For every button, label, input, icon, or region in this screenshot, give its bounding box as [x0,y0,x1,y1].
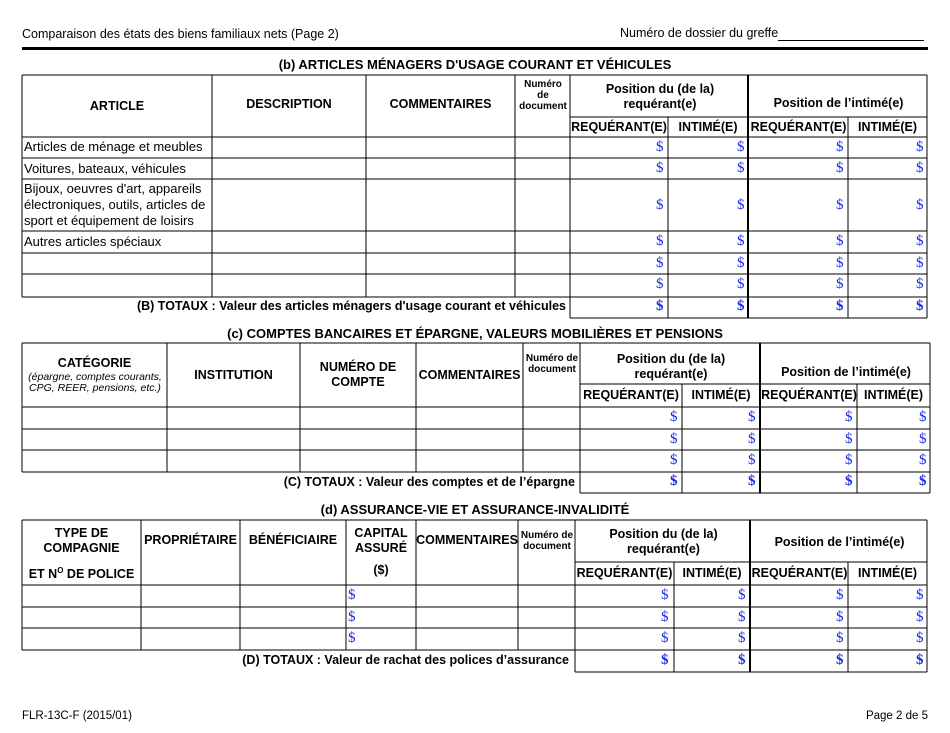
col-respondent-position: Position de l’intimé(e) [781,364,911,379]
amount-field[interactable]: $ [845,452,853,468]
col-respondent-2: INTIMÉ(E) [857,119,918,134]
amount-field[interactable]: $ [836,233,844,249]
col-doc-number: Numéro de document [519,78,567,112]
amount-field[interactable]: $ [656,276,664,292]
policy-prefix: ET N [28,567,58,582]
total-field[interactable]: $ [919,473,927,489]
section-b-title: (b) ARTICLES MÉNAGERS D'USAGE COURANT ET VÉHICULES [278,57,672,72]
col-respondent-position: Position de l’intimé(e) [773,96,904,110]
amount-field[interactable]: $ [916,233,924,249]
col-respondent-1: INTIMÉ(E) [682,566,742,580]
amount-field[interactable]: $ [737,197,745,213]
total-field[interactable]: $ [656,298,664,314]
amount-field[interactable]: $ [836,255,844,271]
capital-field[interactable]: $ [348,630,356,646]
amount-field[interactable]: $ [919,431,927,447]
col-comments: COMMENTAIRES [418,367,521,382]
section-d-title: (d) ASSURANCE-VIE ET ASSURANCE-INVALIDITÉ [320,502,630,517]
col-category-hint: (épargne, comptes courants, CPG, REER, pensions, etc.) [28,371,162,394]
total-field[interactable]: $ [661,652,669,668]
section-c-title: (c) COMPTES BANCAIRES ET ÉPARGNE, VALEURS MOBILIÈRES ET PENSIONS [227,326,723,341]
amount-field[interactable]: $ [916,630,924,646]
col-category: CATÉGORIE [57,356,132,370]
amount-field[interactable]: $ [670,409,678,425]
total-field[interactable]: $ [836,652,844,668]
amount-field[interactable]: $ [916,139,924,155]
amount-field[interactable]: $ [661,609,669,625]
amount-field[interactable]: $ [656,255,664,271]
policy-suffix: DE POLICE [63,567,135,582]
amount-field[interactable]: $ [919,409,927,425]
amount-field[interactable]: $ [916,197,924,213]
col-doc-number: Numéro de document [525,353,579,375]
col-description: DESCRIPTION [246,97,332,111]
col-doc-number: Numéro de document [520,530,574,552]
col-applicant-position: Position du (de la) requérant(e) [609,527,718,556]
capital-field[interactable]: $ [348,609,356,625]
col-owner: PROPRIÉTAIRE [144,533,237,547]
col-policy-number [22,563,141,582]
amount-field[interactable]: $ [670,452,678,468]
amount-field[interactable]: $ [656,139,664,155]
amount-field[interactable]: $ [737,276,745,292]
col-applicant-1: REQUÉRANT(E) [571,119,667,134]
row-label: Bijoux, oeuvres d'art, appareils électroniques, outils, articles de sport et équipement de loisirs [24,181,206,228]
capital-field[interactable]: $ [348,587,356,603]
total-field[interactable]: $ [916,652,924,668]
col-comments: COMMENTAIRES [389,97,492,111]
col-respondent-1: INTIMÉ(E) [691,388,751,402]
col-insured-capital: CAPITAL ASSURÉ [354,526,408,555]
file-number-label: Numéro de dossier du greffe [620,26,779,40]
amount-field[interactable]: $ [661,587,669,603]
col-applicant-1: REQUÉRANT(E) [583,388,679,402]
row-label: Autres articles spéciaux [24,234,162,249]
amount-field[interactable]: $ [836,587,844,603]
amount-field[interactable]: $ [748,452,756,468]
amount-field[interactable]: $ [748,431,756,447]
col-respondent-position: Position de l’intimé(e) [774,534,905,549]
amount-field[interactable]: $ [656,233,664,249]
col-respondent-1: INTIMÉ(E) [678,119,738,134]
col-applicant-1: REQUÉRANT(E) [576,566,673,580]
amount-field[interactable]: $ [737,255,745,271]
amount-field[interactable]: $ [738,587,746,603]
total-field[interactable]: $ [737,298,745,314]
amount-field[interactable]: $ [919,452,927,468]
col-applicant-2: REQUÉRANT(E) [761,388,857,402]
amount-field[interactable]: $ [845,409,853,425]
amount-field[interactable]: $ [836,276,844,292]
amount-field[interactable]: $ [836,139,844,155]
total-field[interactable]: $ [670,473,678,489]
amount-field[interactable]: $ [836,609,844,625]
col-applicant-position: Position du (de la) requérant(e) [605,82,715,111]
amount-field[interactable]: $ [656,160,664,176]
col-respondent-2: INTIMÉ(E) [857,566,918,580]
col-applicant-2: REQUÉRANT(E) [751,566,848,580]
row-label: Voitures, bateaux, véhicules [24,161,186,176]
form-title: Comparaison des états des biens familiaux nets (Page 2) [22,27,339,41]
amount-field[interactable]: $ [737,139,745,155]
total-field[interactable]: $ [738,652,746,668]
col-beneficiary: BÉNÉFICIAIRE [248,533,338,547]
total-field[interactable]: $ [836,298,844,314]
amount-field[interactable]: $ [670,431,678,447]
col-article: ARTICLE [89,98,145,113]
amount-field[interactable]: $ [661,630,669,646]
amount-field[interactable]: $ [737,233,745,249]
total-field[interactable]: $ [916,298,924,314]
amount-field[interactable]: $ [738,609,746,625]
col-comments: COMMENTAIRES [416,533,518,547]
totals-c-label: (C) TOTAUX : Valeur des comptes et de l’épargne [283,475,575,489]
form-id: FLR-13C-F (2015/01) [22,710,132,722]
col-account-number: NUMÉRO DE COMPTE [319,360,397,389]
amount-field[interactable]: $ [916,587,924,603]
amount-field[interactable]: $ [656,197,664,213]
col-respondent-2: INTIMÉ(E) [863,388,924,402]
amount-field[interactable]: $ [836,630,844,646]
amount-field[interactable]: $ [836,197,844,213]
col-institution: INSTITUTION [194,367,273,382]
amount-field[interactable]: $ [845,431,853,447]
col-company-type: TYPE DE COMPAGNIE [43,526,120,555]
col-applicant-2: REQUÉRANT(E) [750,119,847,134]
amount-field[interactable]: $ [916,160,924,176]
col-applicant-position: Position du (de la) requérant(e) [616,352,726,381]
total-field[interactable]: $ [748,473,756,489]
totals-d-label: (D) TOTAUX : Valeur de rachat des polices d’assurance [242,653,569,667]
amount-field[interactable]: $ [738,630,746,646]
row-label: Articles de ménage et meubles [24,139,203,154]
amount-field[interactable]: $ [737,160,745,176]
page-number: Page 2 de 5 [865,710,928,722]
amount-field[interactable]: $ [916,276,924,292]
amount-field[interactable]: $ [916,255,924,271]
total-field[interactable]: $ [845,473,853,489]
amount-field[interactable]: $ [748,409,756,425]
totals-b-label: (B) TOTAUX : Valeur des articles ménagers d'usage courant et véhicules [136,299,566,313]
policy-sup: O [57,566,64,575]
col-insured-unit: ($) [373,563,389,577]
amount-field[interactable]: $ [916,609,924,625]
amount-field[interactable]: $ [836,160,844,176]
